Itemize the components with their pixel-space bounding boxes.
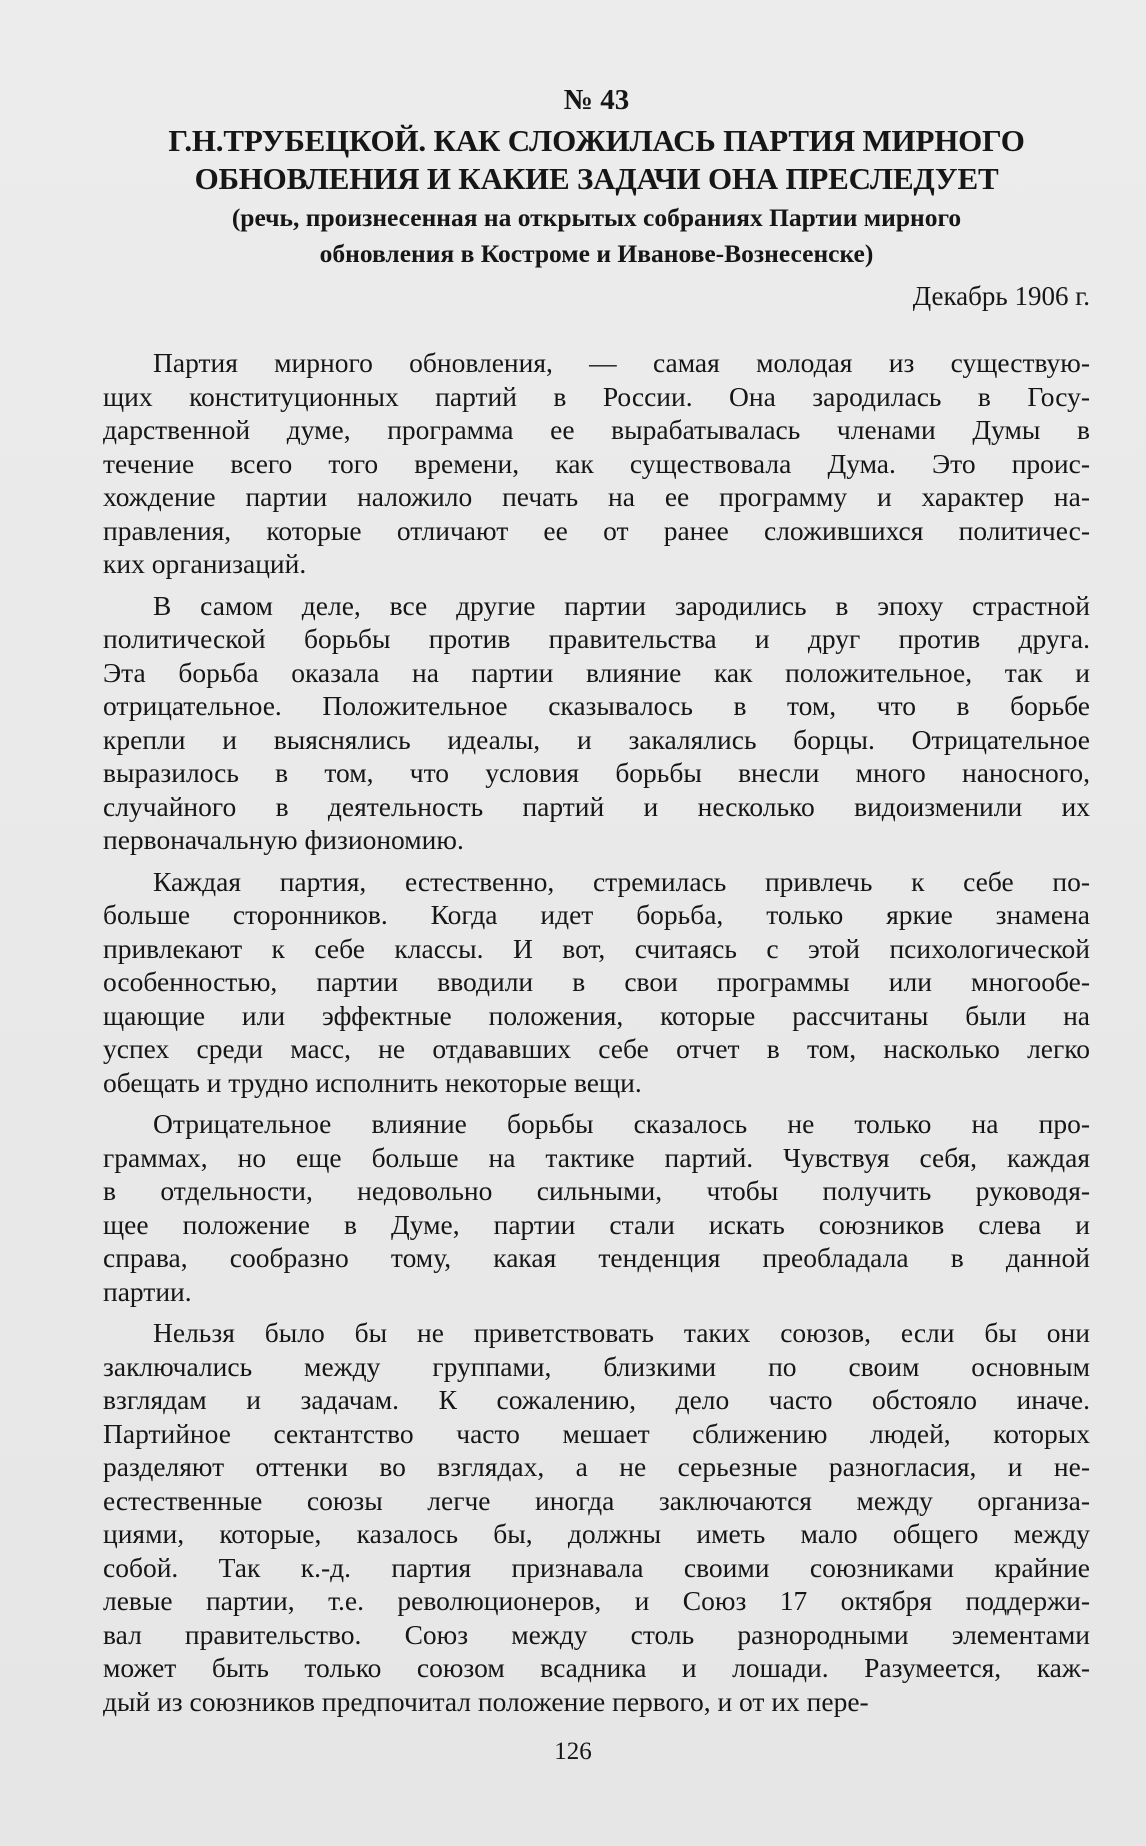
text-line: Партийное сектантство часто мешает сближению людей, которых [103,1417,1090,1449]
title-line: ОБНОВЛЕНИЯ И КАКИЕ ЗАДАЧИ ОНА ПРЕСЛЕДУЕТ [194,161,999,196]
text-block [103,82,1090,1726]
text-line: привлекают к себе классы. И вот, считаясь с этой психологической [103,932,1090,964]
text-line: Эта борьба оказала на партии влияние как положительное, так и [103,656,1090,688]
text-line: взглядам и задачам. К сожалению, дело часто обстояло иначе. [103,1384,1090,1415]
text-line: разделяют оттенки во взглядах, а не серьезные разногласия, и не- [103,1451,1090,1482]
text-line: крепли и выяснялись идеалы, и закалялись борцы. Отрицательное [103,723,1090,755]
text-line: выразилось в том, что условия борьбы внесли много наносного, [103,757,1090,788]
text-line: Каждая партия, естественно, стремилась привлечь к себе по- [153,865,1090,897]
document-number: № 43 [563,84,630,116]
text-line: особенностью, партии вводили в свои программы или многообе- [103,966,1090,997]
text-line: в отдельности, недовольно сильными, чтобы получить руководя- [103,1175,1090,1206]
text-line: случайного в деятельность партий и несколько видоизменили их [103,790,1090,822]
text-line: хождение партии наложило печать на ее программу и характер на- [103,481,1090,512]
text-line: ких организаций. [103,548,307,579]
text-line: заключались между группами, близкими по своим основным [103,1350,1090,1382]
text-line: щающие или эффектные положения, которые рассчитаны были на [103,999,1090,1031]
title-line: Г.Н.ТРУБЕЦКОЙ. КАК СЛОЖИЛАСЬ ПАРТИЯ МИРНОГО [168,123,1025,158]
paragraph [103,1107,1090,1308]
paragraph [103,346,1090,581]
text-line: Отрицательное влияние борьбы сказалось не только на про- [153,1108,1090,1139]
text-line: В самом деле, все другие партии зародились в эпоху страстной [153,589,1090,621]
document-title [103,122,1090,198]
paragraph [103,1316,1090,1718]
text-line: справа, сообразно тому, какая тенденция преобладала в данной [103,1242,1090,1273]
text-line: больше сторонников. Когда идет борьба, только яркие знамена [103,899,1090,930]
text-line: естественные союзы легче иногда заключаются между организа- [103,1484,1090,1516]
paragraph [103,865,1090,1100]
body-text [103,346,1090,1718]
text-line: партии. [103,1275,192,1307]
text-line: обещать и трудно исполнить некоторые вещи. [103,1066,642,1098]
paragraph [103,589,1090,857]
text-line: вал правительство. Союз между столь разнородными элементами [103,1618,1090,1650]
text-line: граммах, но еще больше на тактике партий. Чувствуя себя, каждая [103,1141,1090,1173]
subtitle-line: (речь, произнесенная на открытых собраниях Партии мирного [231,203,962,232]
text-line: политической борьбы против правительства и друг против друга. [103,623,1090,654]
text-line: течение всего того времени, как существовала Дума. Это проис- [103,447,1090,479]
text-line: щее положение в Думе, партии стали искать союзников слева и [103,1208,1090,1240]
text-line: щих конституционных партий в России. Она зародилась в Госу- [103,380,1090,412]
page-number: 126 [554,1738,592,1765]
text-line: первоначальную физиономию. [103,824,464,855]
text-line: циями, которые, казалось бы, должны иметь мало общего между [103,1518,1090,1549]
text-line: Партия мирного обновления, — самая молодая из существую- [153,347,1090,378]
text-line: дарственной думе, программа ее вырабатывалась членами Думы в [103,414,1090,445]
text-line: левые партии, т.е. революционеров, и Союз 17 октября поддержи- [103,1585,1090,1616]
text-line: собой. Так к.-д. партия признавала своими союзниками крайние [103,1551,1090,1583]
subtitle-line: обновления в Костроме и Иванове-Вознесенске) [319,239,874,268]
document-subtitle [103,200,1090,272]
document-date: Декабрь 1906 г. [912,281,1090,311]
text-line: правления, которые отличают ее от ранее сложившихся политичес- [103,514,1090,546]
text-line: успех среди масс, не отдававших себе отчет в том, насколько легко [103,1033,1090,1064]
text-line: может быть только союзом всадника и лошади. Разумеется, каж- [103,1652,1090,1683]
text-line: Нельзя было бы не приветствовать таких союзов, если бы они [153,1317,1090,1348]
text-line: отрицательное. Положительное сказывалось в том, что в борьбе [103,690,1090,721]
text-line: дый из союзников предпочитал положение первого, и от их пере- [103,1685,869,1717]
